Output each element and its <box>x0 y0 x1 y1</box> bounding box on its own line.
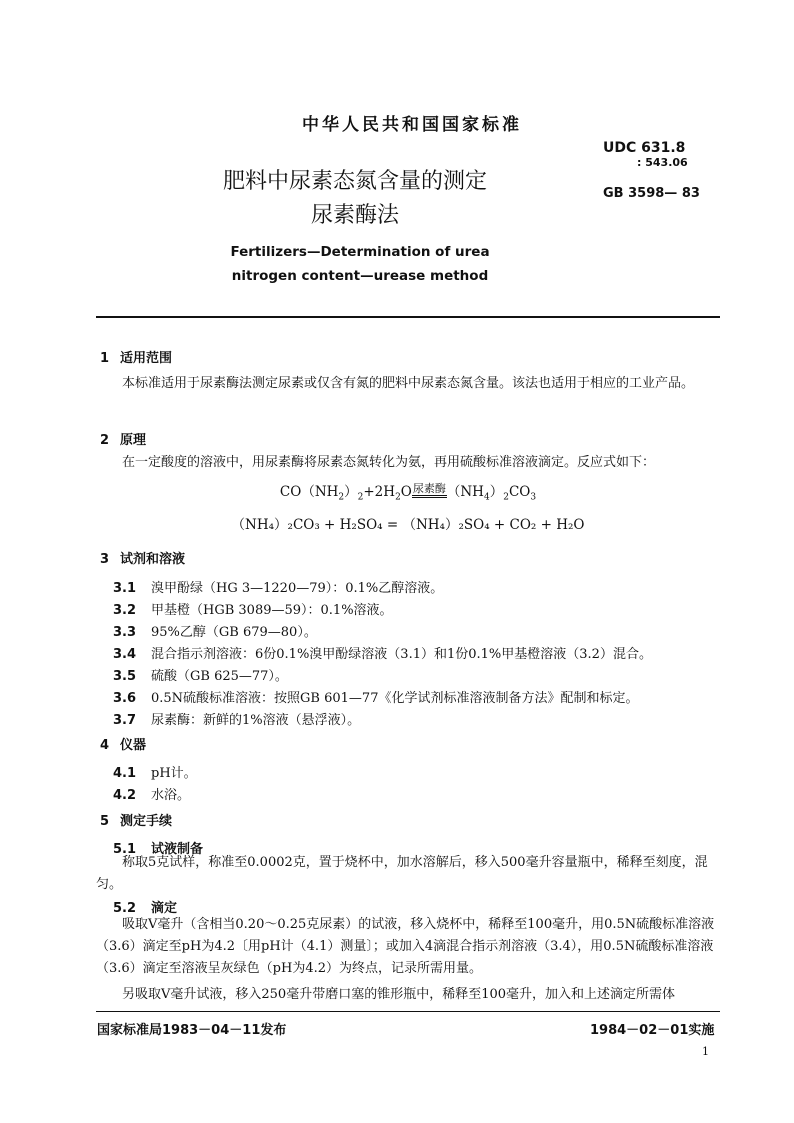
section-number: 1 <box>100 351 110 366</box>
udc-code: UDC 631.8 <box>603 140 686 156</box>
item-text: 水浴。 <box>151 788 191 803</box>
udc-code-sub: : 543.06 <box>637 156 688 169</box>
item-number: 3.3 <box>113 625 137 640</box>
item-text: 硫酸（GB 625—77）。 <box>151 669 288 684</box>
item-number: 4.2 <box>113 788 137 803</box>
issue-date: 国家标准局1983－04－11发布 <box>97 1023 287 1038</box>
section-number: 3 <box>100 552 110 567</box>
item-text: 尿素酶：新鲜的1%溶液（悬浮液）。 <box>151 713 361 728</box>
english-title-line2: nitrogen content—urease method <box>231 268 489 284</box>
reagent-item <box>113 599 393 618</box>
reaction-equation-1: $CO(NH_2)_2+2H_2O$尿素酶$(NH_4)_2CO_3$ <box>279 482 537 503</box>
section-title: 适用范围 <box>120 351 173 366</box>
item-text: 混合指示剂溶液：6份0.1%溴甲酚绿溶液（3.1）和1份0.1%甲基橙溶液（3.2）混合。 <box>151 647 652 662</box>
section-1-text: 本标准适用于尿素酶法测定尿素或仅含有氮的肥料中尿素态氮含量。该法也适用于相应的工业产品。 <box>122 376 695 391</box>
section-title: 试剂和溶液 <box>120 552 186 567</box>
eq1-part: CO <box>508 484 531 500</box>
english-title-line1: Fertilizers—Determination of urea <box>230 244 490 260</box>
section-number: 4 <box>100 738 110 753</box>
item-number: 5.1 <box>113 842 137 857</box>
instrument-item <box>113 762 197 781</box>
subsection-5-1-text: 称取5克试样，称准至0.0002克，置于烧杯中，加水溶解后，移入500毫升容量瓶中，稀释至刻度，混匀。 <box>96 855 708 892</box>
item-number: 3.4 <box>113 647 137 662</box>
subsection-title: 滴定 <box>151 901 178 916</box>
section-title: 原理 <box>120 433 147 448</box>
footer-rule <box>96 1011 720 1012</box>
eq1-part: ） <box>344 484 358 500</box>
catalyst-label: 尿素酶 <box>412 482 447 498</box>
section-2-text: 在一定酸度的溶液中，用尿素酶将尿素态氮转化为氨，再用硫酸标准溶液滴定。反应式如下： <box>122 455 656 470</box>
standard-label: 中华人民共和国国家标准 <box>302 115 522 135</box>
item-text: 0.5N硫酸标准溶液：按照GB 601—77《化学试剂标准溶液制备方法》配制和标定。 <box>151 691 639 706</box>
reagent-item <box>113 687 638 706</box>
item-number: 3.1 <box>113 581 137 596</box>
item-number: 5.2 <box>113 901 137 916</box>
eq1-part: （NH <box>446 484 484 500</box>
item-text: 溴甲酚绿（HG 3—1220—79）：0.1%乙醇溶液。 <box>151 581 444 596</box>
reagent-item <box>113 577 443 596</box>
item-number: 3.7 <box>113 713 137 728</box>
doc-subtitle: 尿素酶法 <box>310 203 399 228</box>
item-number: 3.6 <box>113 691 137 706</box>
section-number: 2 <box>100 433 110 448</box>
subsection-5-2-text: 吸取V毫升（含相当0.20～0.25克尿素）的试液，移入烧杯中，稀释至100毫升，用0.5N硫酸标准溶液（3.6）滴定至pH为4.2〔用pH计（4.1）测量〕；或加入4滴混合指示剂溶液（3.4），用0.5N硫酸标准溶液（3.6）滴定至溶液呈灰绿色（pH为4.2）为终点，记录所需用量。 <box>96 917 715 976</box>
eq1-part: CO（NH <box>279 484 339 500</box>
section-title: 测定手续 <box>120 814 173 829</box>
section-title: 仪器 <box>120 738 147 753</box>
instrument-item <box>113 784 190 803</box>
reagent-item <box>113 665 288 684</box>
doc-title: 肥料中尿素态氮含量的测定 <box>222 169 487 194</box>
page-number: 1 <box>702 1045 709 1058</box>
section-3-heading <box>100 548 185 567</box>
subsection-title: 试液制备 <box>151 842 204 857</box>
reaction-equation-2: （NH₄）₂CO₃ + H₂SO₄ = （NH₄）₂SO₄ + CO₂ + H₂O <box>231 517 585 533</box>
item-number: 4.1 <box>113 766 137 781</box>
reagent-item <box>113 709 360 728</box>
gb-code: GB 3598— 83 <box>603 186 700 201</box>
effective-date: 1984－02－01实施 <box>590 1023 715 1038</box>
item-text: 95%乙醇（GB 679—80）。 <box>151 625 317 640</box>
eq1-part: ） <box>489 484 504 500</box>
item-number: 3.5 <box>113 669 137 684</box>
item-number: 3.2 <box>113 603 137 618</box>
header-rule <box>96 316 720 318</box>
section-number: 5 <box>100 814 110 829</box>
section-4-heading <box>100 734 146 753</box>
section-5-heading <box>100 810 172 829</box>
eq1-part: +2H <box>363 484 396 500</box>
eq1-part: O <box>400 484 412 500</box>
reagent-item <box>113 643 652 662</box>
item-text: 甲基橙（HGB 3089—59）：0.1%溶液。 <box>151 603 393 618</box>
reagent-item <box>113 621 317 640</box>
section-1-heading <box>100 347 172 366</box>
subsection-5-2-text-cont: 另吸取V毫升试液，移入250毫升带磨口塞的锥形瓶中，稀释至100毫升，加入和上述滴定所需体 <box>122 987 676 1002</box>
section-2-heading <box>100 429 146 448</box>
item-text: pH计。 <box>151 766 197 781</box>
